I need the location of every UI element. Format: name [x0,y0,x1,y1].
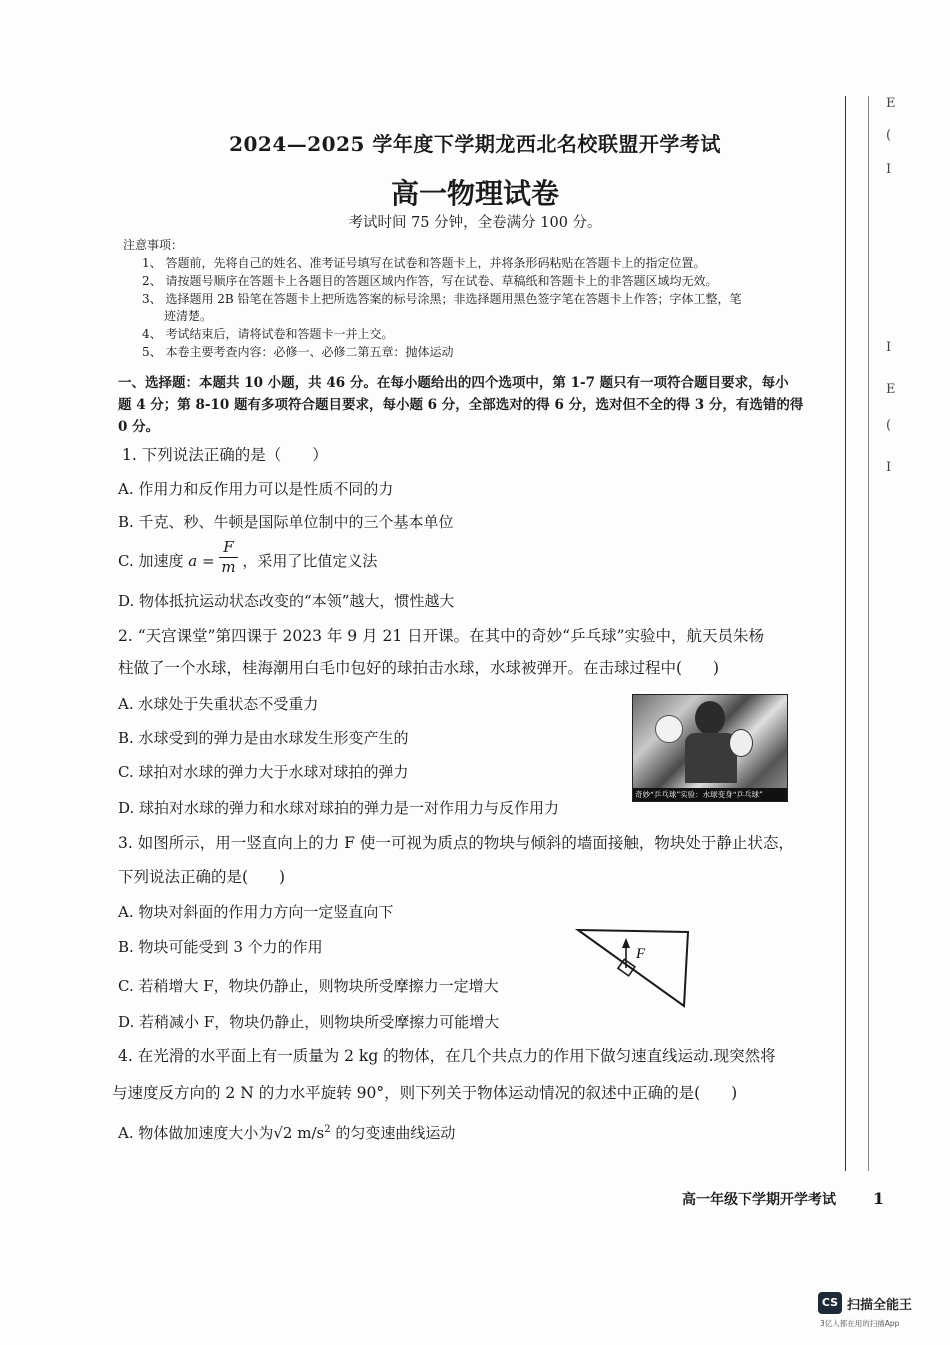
watermark-name: 扫描全能王 [847,1298,913,1313]
q2-option-a: A. 水球处于失重状态不受重力 [118,695,319,713]
q1-fraction-denominator: m [221,558,236,576]
q4-sqrt: √2 [273,1124,293,1142]
tiangong-classroom-photo [632,694,788,802]
margin-char: I [886,460,892,475]
exam-title: 2024—2025 学年度下学期龙西北名校联盟开学考试 [229,132,721,156]
margin-char: I [886,340,892,355]
q4-unit: m/s [292,1124,325,1142]
q1-option-c-prefix: C. 加速度 [118,552,184,570]
photo-caption: 奇妙“乒乓球”实验：水球变身“乒乓球” [633,788,787,801]
page-number: 1 [873,1189,885,1208]
note-item: 2、 请按题号顺序在答题卡上各题目的答题区域内作答，写在试卷、草稿纸和答题卡上的非答题区域均无效。 [142,274,718,288]
force-arrowhead-icon [622,938,630,948]
q4-option-a [118,1122,455,1143]
question-4-stem: 与速度反方向的 2 N 的力水平旋转 90°，则下列关于物体运动情况的叙述中正确的是( ) [112,1084,738,1102]
q1-fraction-numerator: F [219,538,237,558]
question-1-stem: 1. 下列说法正确的是（ ） [122,446,328,464]
q3-option-d: D. 若稍减小 F，物块仍静止，则物块所受摩擦力可能增大 [118,1013,500,1031]
q4-option-a-suffix: 的匀变速曲线运动 [330,1124,456,1142]
q1-option-d: D. 物体抵抗运动状态改变的“本领”越大，惯性越大 [118,592,455,610]
page-footer: 高一年级下学期开学考试 [682,1192,836,1208]
camscanner-logo-icon: CS [818,1292,842,1314]
force-label: F [636,946,646,962]
q4-option-a-prefix: A. 物体做加速度大小为 [118,1124,274,1142]
question-3-stem: 下列说法正确的是( ) [118,868,286,886]
paddle [729,729,753,757]
section-instruction: 0 分。 [118,419,160,435]
q1-option-a: A. 作用力和反作用力可以是性质不同的力 [118,480,394,498]
water-ball [655,715,683,743]
q3-option-b: B. 物块可能受到 3 个力的作用 [118,938,323,956]
notes-heading: 注意事项： [123,238,184,252]
question-2-stem: 柱做了一个水球，桂海潮用白毛巾包好的球拍击水球，水球被弹开。在击球过程中( ) [118,659,720,677]
q1-option-b: B. 千克、秒、牛顿是国际单位制中的三个基本单位 [118,513,454,531]
section-instruction: 一、选择题：本题共 10 小题，共 46 分。在每小题给出的四个选项中，第 1-7 题只有一项符合题目要求，每小 [118,375,789,391]
page-edge-rule [845,96,846,1171]
margin-char: E [886,96,896,111]
question-4-stem: 4. 在光滑的水平面上有一质量为 2 kg 的物体，在几个共点力的作用下做匀速直线运动.现突然将 [118,1047,776,1065]
note-item: 4、 考试结束后，请将试卷和答题卡一并上交。 [142,327,394,341]
q1-option-c-suffix: ，采用了比值定义法 [242,552,378,570]
note-item: 5、 本卷主要考查内容：必修一、必修二第五章：抛体运动 [142,345,454,359]
watermark-tagline: 3亿人都在用的扫描App [820,1319,900,1328]
subject-title: 高一物理试卷 [390,177,559,210]
margin-char: E [886,382,896,397]
note-item: 1、 答题前，先将自己的姓名、准考证号填写在试卷和答题卡上，并将条形码粘贴在答题卡上的指定位置。 [142,256,706,270]
q4-unit-exponent: 2 [324,1124,331,1135]
exam-info: 考试时间 75 分钟，全卷满分 100 分。 [348,215,602,231]
q1-fraction [219,538,237,577]
q3-option-c: C. 若稍增大 F，物块仍静止，则物块所受摩擦力一定增大 [118,977,499,995]
astronaut-head [695,701,725,735]
note-item: 迹清楚。 [164,309,213,323]
q3-option-a: A. 物块对斜面的作用力方向一定竖直向下 [118,903,394,921]
question-3-stem: 3. 如图所示，用一竖直向上的力 F 使一可视为质点的物块与倾斜的墙面接触，物块处于静止状态， [118,834,794,852]
q2-option-d: D. 球拍对水球的弹力和水球对球拍的弹力是一对作用力与反作用力 [118,799,560,817]
margin-char: I [886,162,892,177]
margin-char: ( [886,128,892,143]
q1-formula-a: a [188,552,198,570]
q2-option-b: B. 水球受到的弹力是由水球发生形变产生的 [118,729,409,747]
next-page-edge-rule [868,96,869,1171]
q2-option-c: C. 球拍对水球的弹力大于水球对球拍的弹力 [118,763,409,781]
inclined-wall [578,930,688,1006]
margin-char: ( [886,418,892,433]
q3-incline-diagram [574,926,696,1010]
note-item: 3、 选择题用 2B 铅笔在答题卡上把所选答案的标号涂黑；非选择题用黑色签字笔在答题卡上作答；字体工整，笔 [142,292,742,306]
section-instruction: 题 4 分；第 8-10 题有多项符合题目要求，每小题 6 分，全部选对的得 6 分，选对但不全的得 3 分，有选错的得 [118,397,804,413]
q1-formula-eq: = [202,552,215,570]
q1-option-c [118,538,377,582]
question-2-stem: 2. “天宫课堂”第四课于 2023 年 9 月 21 日开课。在其中的奇妙“乒乓球”实验中，航天员朱杨 [118,627,765,645]
